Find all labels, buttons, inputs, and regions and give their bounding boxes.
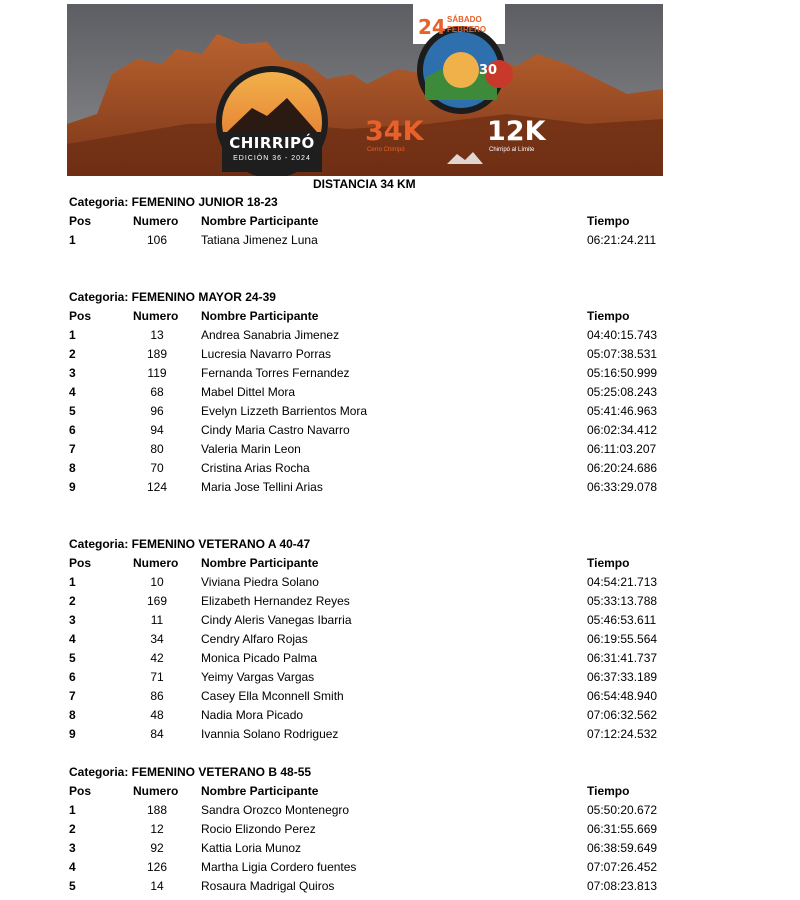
table-row — [0, 423, 800, 442]
cell-pos: 5 — [69, 651, 76, 665]
table-row — [0, 461, 800, 480]
cell-pos: 8 — [69, 708, 76, 722]
cell-tiempo: 06:31:41.737 — [587, 651, 658, 665]
cell-nombre: Cindy Maria Castro Navarro — [201, 423, 350, 437]
column-header-tiempo: Tiempo — [587, 214, 630, 228]
distance-34k-label: 34K — [365, 116, 424, 147]
cell-tiempo: 06:20:24.686 — [587, 461, 658, 475]
table-row — [0, 328, 800, 347]
column-header-numero: Numero — [133, 309, 179, 323]
category-title: Categoria: FEMENINO MAYOR 24-39 — [69, 290, 276, 304]
cell-tiempo: 04:40:15.743 — [587, 328, 658, 342]
cell-numero: 70 — [150, 461, 164, 475]
cell-pos: 4 — [69, 632, 76, 646]
column-header-nombre: Nombre Participante — [201, 556, 319, 570]
cell-numero: 189 — [146, 347, 168, 361]
cell-tiempo: 06:19:55.564 — [587, 632, 658, 646]
table-row — [0, 366, 800, 385]
table-row — [0, 879, 800, 898]
event-date-weekday: SÁBADO — [447, 15, 482, 24]
cell-numero: 188 — [146, 803, 168, 817]
cell-tiempo: 06:38:59.649 — [587, 841, 658, 855]
cell-pos: 3 — [69, 366, 76, 380]
cell-tiempo: 06:37:33.189 — [587, 670, 658, 684]
cell-numero: 12 — [150, 822, 164, 836]
cell-nombre: Maria Jose Tellini Arias — [201, 480, 323, 494]
category-title: Categoria: FEMENINO VETERANO B 48-55 — [69, 765, 312, 779]
cell-pos: 9 — [69, 480, 76, 494]
event-date-month: FEBRERO — [447, 25, 487, 34]
cell-nombre: Nadia Mora Picado — [201, 708, 304, 722]
cell-tiempo: 05:46:53.611 — [587, 613, 657, 627]
cell-nombre: Evelyn Lizzeth Barrientos Mora — [201, 404, 368, 418]
distance-12k-label: 12K — [487, 116, 546, 147]
cell-tiempo: 07:08:23.813 — [587, 879, 658, 893]
cell-numero: 71 — [150, 670, 164, 684]
cell-tiempo: 05:33:13.788 — [587, 594, 658, 608]
cell-nombre: Cindy Aleris Vanegas Ibarria — [201, 613, 352, 627]
cell-numero: 119 — [147, 366, 167, 380]
cell-numero: 126 — [146, 860, 168, 874]
cell-nombre: Sandra Orozco Montenegro — [201, 803, 350, 817]
cell-pos: 2 — [69, 347, 76, 361]
cell-tiempo: 04:54:21.713 — [587, 575, 658, 589]
cell-pos: 8 — [69, 461, 76, 475]
cell-pos: 5 — [69, 404, 76, 418]
cell-pos: 7 — [69, 689, 76, 703]
table-row — [0, 575, 800, 594]
cell-pos: 6 — [69, 670, 76, 684]
cell-nombre: Tatiana Jimenez Luna — [201, 233, 318, 247]
cell-pos: 1 — [69, 803, 76, 817]
cell-numero: 42 — [150, 651, 164, 665]
cell-pos: 1 — [69, 328, 76, 342]
cell-tiempo: 05:07:38.531 — [587, 347, 658, 361]
category-title: Categoria: FEMENINO VETERANO A 40-47 — [69, 537, 311, 551]
cell-nombre: Kattia Loria Munoz — [201, 841, 302, 855]
cell-nombre: Yeimy Vargas Vargas — [201, 670, 315, 684]
cell-pos: 4 — [69, 385, 76, 399]
cell-tiempo: 05:16:50.999 — [587, 366, 658, 380]
cell-pos: 2 — [69, 822, 76, 836]
cell-nombre: Mabel Dittel Mora — [201, 385, 296, 399]
cell-numero: 84 — [150, 727, 164, 741]
table-row — [0, 803, 800, 822]
event-logo-title: CHIRRIPÓ — [229, 134, 315, 152]
cell-numero: 13 — [150, 328, 164, 342]
table-row — [0, 613, 800, 632]
event-date-day: 24 — [418, 15, 446, 39]
column-header-pos: Pos — [69, 784, 92, 798]
cell-tiempo: 05:41:46.963 — [587, 404, 658, 418]
column-header-pos: Pos — [69, 556, 92, 570]
cell-nombre: Cristina Arias Rocha — [201, 461, 310, 475]
table-row — [0, 670, 800, 689]
column-header-numero: Numero — [133, 214, 179, 228]
distance-12k-subtitle: Chirripó al Límite — [489, 147, 535, 153]
cell-pos: 9 — [69, 727, 76, 741]
cell-numero: 14 — [150, 879, 164, 893]
cell-nombre: Valeria Marin Leon — [201, 442, 301, 456]
column-header-tiempo: Tiempo — [587, 309, 630, 323]
table-row — [0, 708, 800, 727]
cell-pos: 1 — [69, 575, 76, 589]
cell-nombre: Ivannia Solano Rodriguez — [201, 727, 339, 741]
column-header-nombre: Nombre Participante — [201, 784, 319, 798]
column-header-tiempo: Tiempo — [587, 556, 630, 570]
anniversary-badge: 30 — [479, 63, 498, 78]
cell-numero: 106 — [146, 233, 168, 247]
cell-numero: 86 — [150, 689, 164, 703]
table-row — [0, 632, 800, 651]
table-row — [0, 651, 800, 670]
table-row — [0, 727, 800, 746]
cell-nombre: Martha Ligia Cordero fuentes — [201, 860, 357, 874]
cell-nombre: Casey Ella Mconnell Smith — [201, 689, 344, 703]
column-header-numero: Numero — [133, 556, 179, 570]
table-row — [0, 442, 800, 461]
cell-nombre: Viviana Piedra Solano — [201, 575, 319, 589]
distance-heading: DISTANCIA 34 KM — [313, 177, 416, 191]
cell-numero: 10 — [150, 575, 164, 589]
cell-numero: 11 — [150, 613, 164, 627]
column-header-nombre: Nombre Participante — [201, 214, 319, 228]
table-row — [0, 385, 800, 404]
cell-numero: 48 — [150, 708, 164, 722]
distance-34k-subtitle: Cerro Chirripó — [367, 147, 405, 153]
cell-nombre: Lucresia Navarro Porras — [201, 347, 332, 361]
cell-tiempo: 05:25:08.243 — [587, 385, 658, 399]
cell-pos: 2 — [69, 594, 76, 608]
cell-pos: 3 — [69, 613, 76, 627]
cell-tiempo: 05:50:20.672 — [587, 803, 658, 817]
column-header-pos: Pos — [69, 309, 92, 323]
cell-nombre: Rosaura Madrigal Quiros — [201, 879, 335, 893]
cell-tiempo: 06:31:55.669 — [587, 822, 658, 836]
cell-tiempo: 06:54:48.940 — [587, 689, 658, 703]
table-row — [0, 689, 800, 708]
cell-tiempo: 07:06:32.562 — [587, 708, 658, 722]
cell-nombre: Elizabeth Hernandez Reyes — [201, 594, 350, 608]
cell-nombre: Cendry Alfaro Rojas — [201, 632, 308, 646]
event-logo-edition: EDICIÓN 36 - 2024 — [233, 155, 311, 162]
category-title: Categoria: FEMENINO JUNIOR 18-23 — [69, 195, 278, 209]
column-header-nombre: Nombre Participante — [201, 309, 319, 323]
cell-pos: 5 — [69, 879, 76, 893]
cell-tiempo: 06:02:34.412 — [587, 423, 658, 437]
cell-numero: 169 — [146, 594, 168, 608]
cell-tiempo: 06:11:03.207 — [587, 442, 657, 456]
table-header-row — [0, 309, 800, 328]
cell-numero: 80 — [150, 442, 164, 456]
table-row — [0, 347, 800, 366]
cell-numero: 96 — [150, 404, 164, 418]
table-header-row — [0, 214, 800, 233]
cell-nombre: Monica Picado Palma — [201, 651, 318, 665]
cell-numero: 34 — [150, 632, 164, 646]
cell-nombre: Fernanda Torres Fernandez — [201, 366, 350, 380]
cell-pos: 4 — [69, 860, 76, 874]
cell-pos: 1 — [69, 233, 76, 247]
cell-pos: 7 — [69, 442, 76, 456]
cell-numero: 124 — [146, 480, 168, 494]
column-header-tiempo: Tiempo — [587, 784, 630, 798]
table-header-row — [0, 784, 800, 803]
column-header-pos: Pos — [69, 214, 92, 228]
table-row — [0, 841, 800, 860]
cell-tiempo: 07:07:26.452 — [587, 860, 658, 874]
cell-numero: 68 — [150, 385, 164, 399]
cell-numero: 94 — [150, 423, 164, 437]
table-row — [0, 404, 800, 423]
table-row — [0, 594, 800, 613]
cell-nombre: Rocio Elizondo Perez — [201, 822, 316, 836]
table-row — [0, 233, 800, 252]
cell-pos: 3 — [69, 841, 76, 855]
table-row — [0, 822, 800, 841]
cell-nombre: Andrea Sanabria Jimenez — [201, 328, 340, 342]
table-row — [0, 480, 800, 499]
cell-tiempo: 06:21:24.211 — [587, 233, 657, 247]
cell-tiempo: 06:33:29.078 — [587, 480, 658, 494]
cell-pos: 6 — [69, 423, 76, 437]
table-row — [0, 860, 800, 879]
column-header-numero: Numero — [133, 784, 179, 798]
cell-numero: 92 — [150, 841, 164, 855]
table-header-row — [0, 556, 800, 575]
cell-tiempo: 07:12:24.532 — [587, 727, 658, 741]
